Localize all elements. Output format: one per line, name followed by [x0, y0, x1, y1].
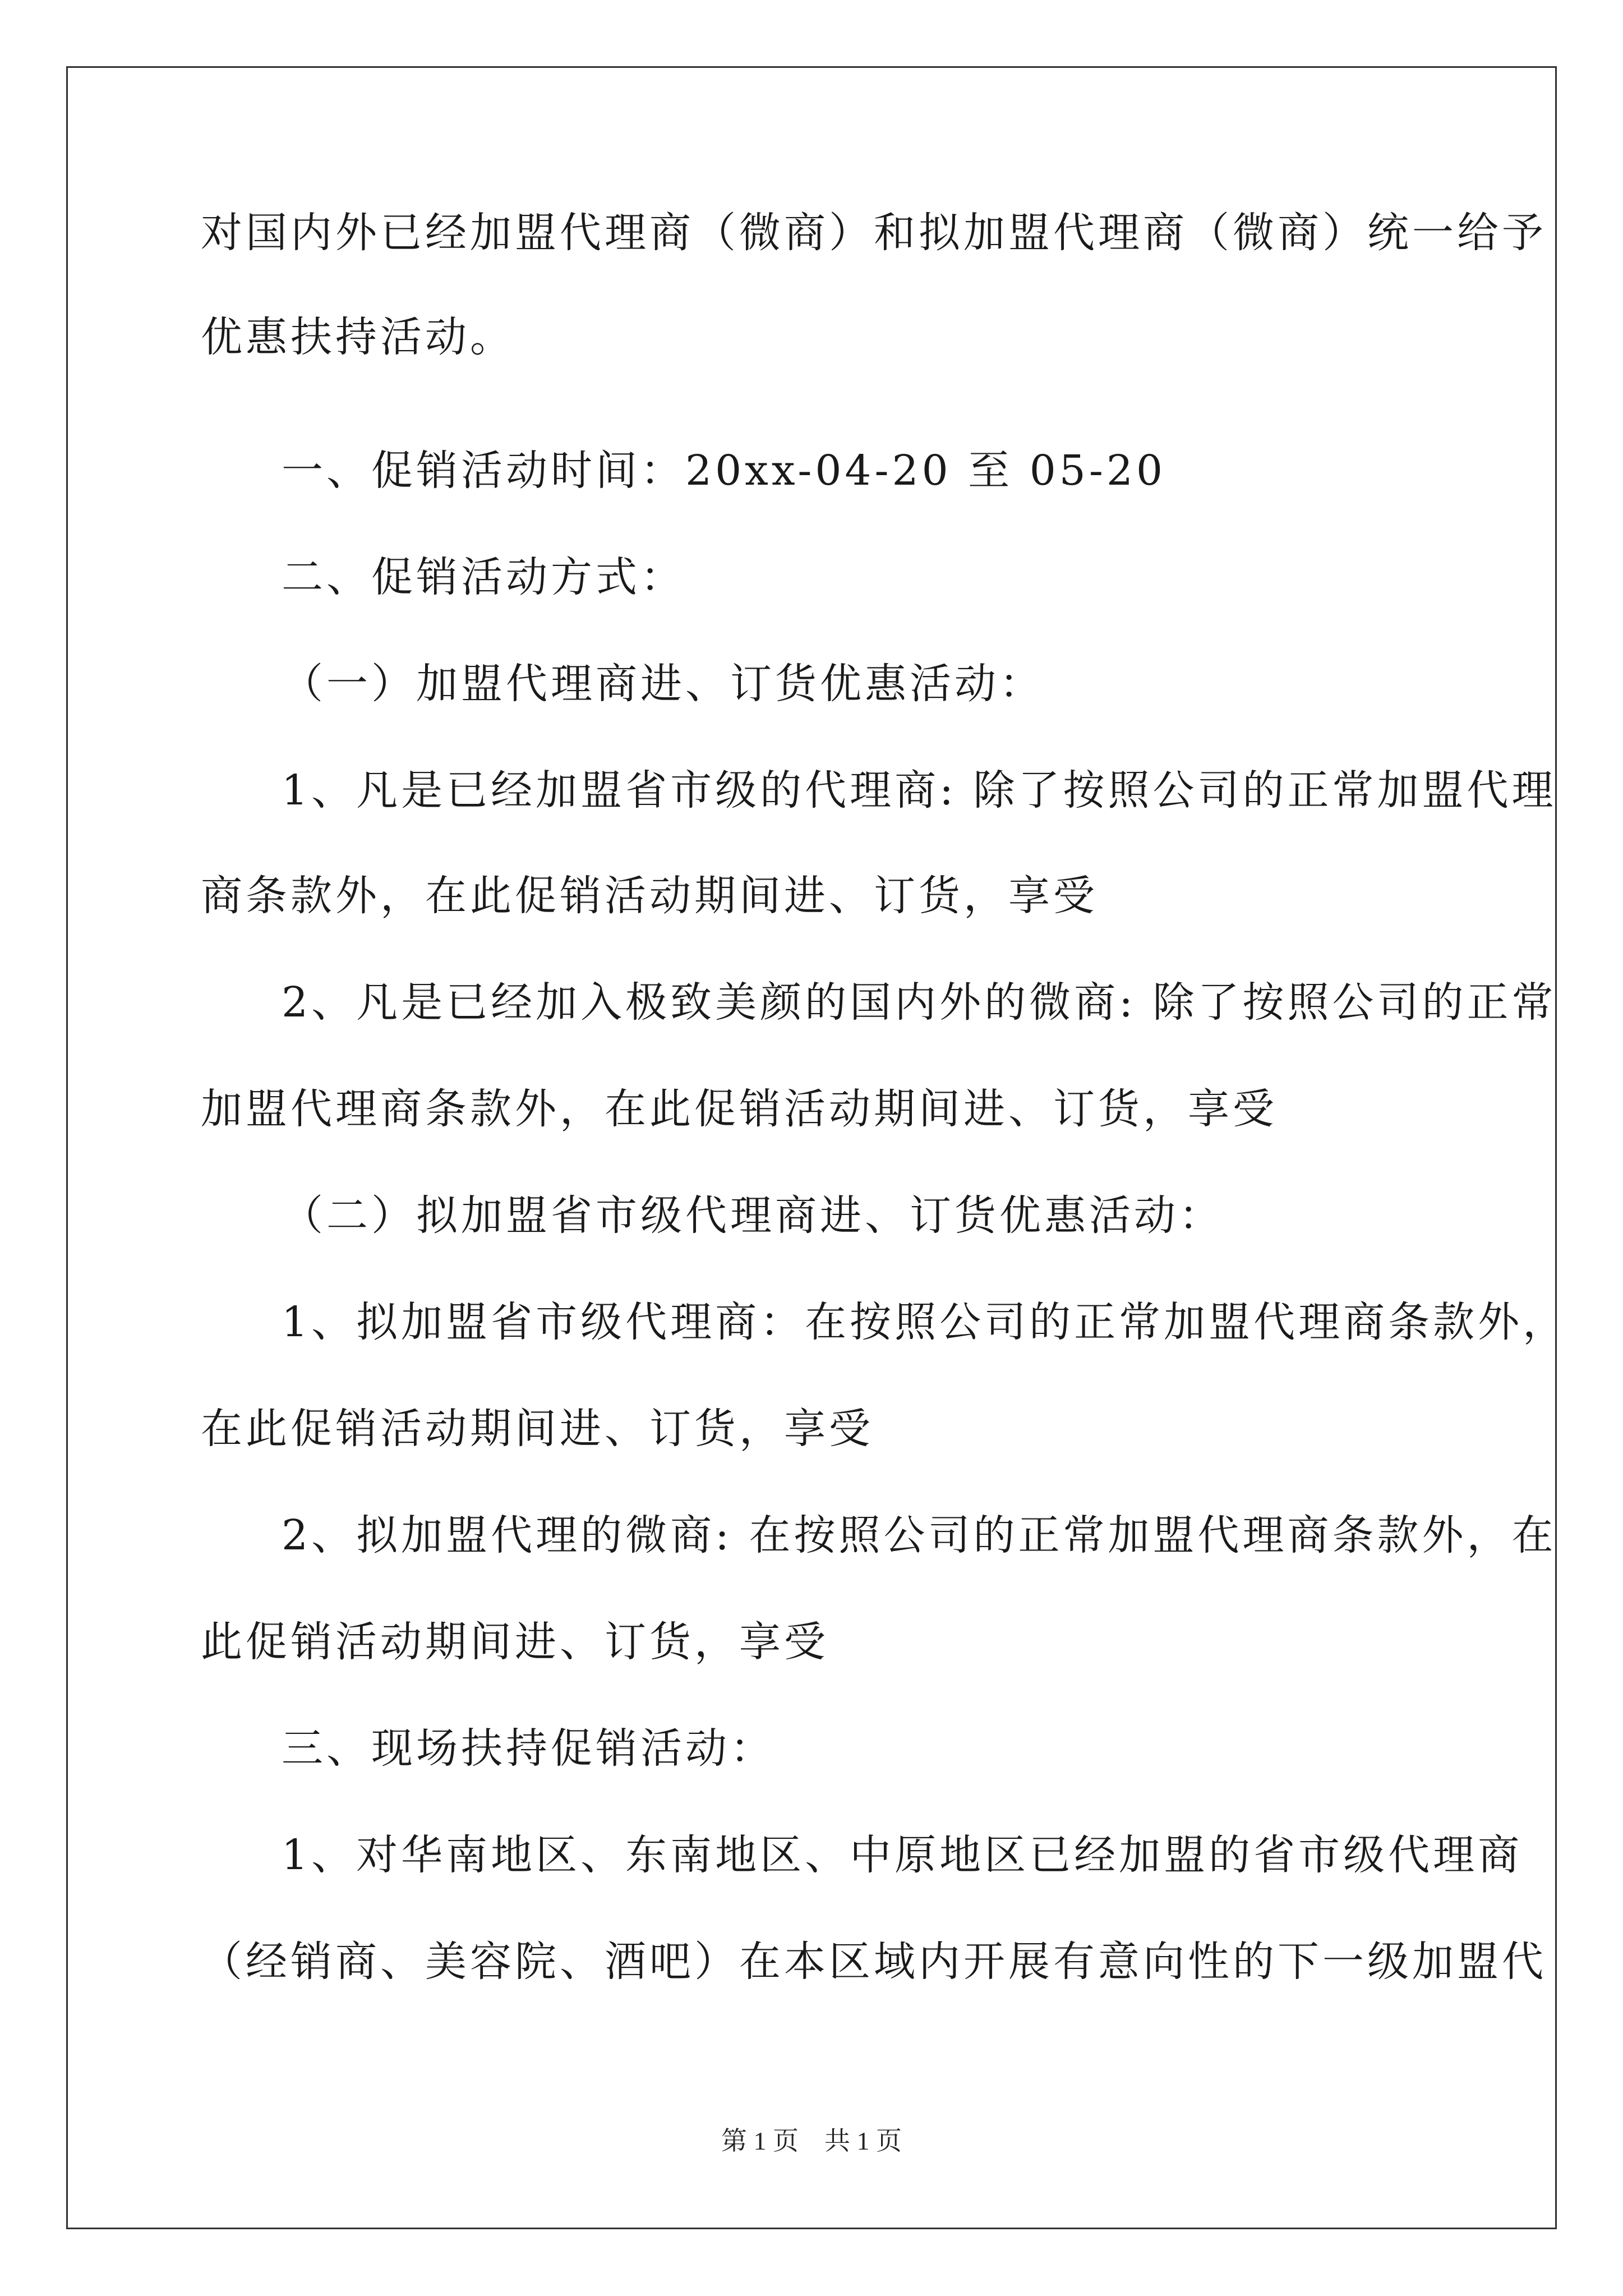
- paragraph-line: 1、凡是已经加盟省市级的代理商: 除了按照公司的正常加盟代理: [282, 766, 1557, 815]
- page-number-current: 第 1 页: [721, 2127, 799, 2155]
- paragraph-line: （经销商、美容院、酒吧）在本区域内开展有意向性的下一级加盟代: [201, 1938, 1547, 1986]
- paragraph-line: 在此促销活动期间进、订货，享受: [201, 1405, 874, 1453]
- page-footer: [0, 2120, 1623, 2157]
- paragraph-line: 此促销活动期间进、订货，享受: [201, 1618, 829, 1666]
- paragraph-line: 1、拟加盟省市级代理商：在按照公司的正常加盟代理商条款外，: [282, 1298, 1568, 1346]
- subsection-heading-existing: （一）加盟代理商进、订货优惠活动：: [282, 660, 1044, 708]
- paragraph-line: 加盟代理商条款外，在此促销活动期间进、订货，享受: [201, 1085, 1278, 1133]
- paragraph-line: 商条款外，在此促销活动期间进、订货，享受: [201, 872, 1098, 920]
- paragraph-line: 优惠扶持活动。: [201, 313, 515, 361]
- page-border: [66, 66, 1557, 2229]
- paragraph-line: 2、拟加盟代理的微商: 在按照公司的正常加盟代理商条款外，在: [282, 1511, 1557, 1559]
- paragraph-line: 2、凡是已经加入极致美颜的国内外的微商: 除了按照公司的正常: [282, 978, 1557, 1027]
- paragraph-line: 对国内外已经加盟代理商（微商）和拟加盟代理商（微商）统一给予: [201, 209, 1547, 257]
- page-number-total: 共 1 页: [824, 2127, 902, 2155]
- section-heading-method: 二、促销活动方式：: [282, 553, 685, 601]
- paragraph-line: 1、对华南地区、东南地区、中原地区已经加盟的省市级代理商: [282, 1831, 1523, 1879]
- section-heading-time: 一、促销活动时间：20xx-04-20 至 05-20: [282, 447, 1166, 495]
- subsection-heading-prospective: （二）拟加盟省市级代理商进、订货优惠活动：: [282, 1191, 1224, 1240]
- section-heading-onsite: 三、现场扶持促销活动：: [282, 1724, 775, 1773]
